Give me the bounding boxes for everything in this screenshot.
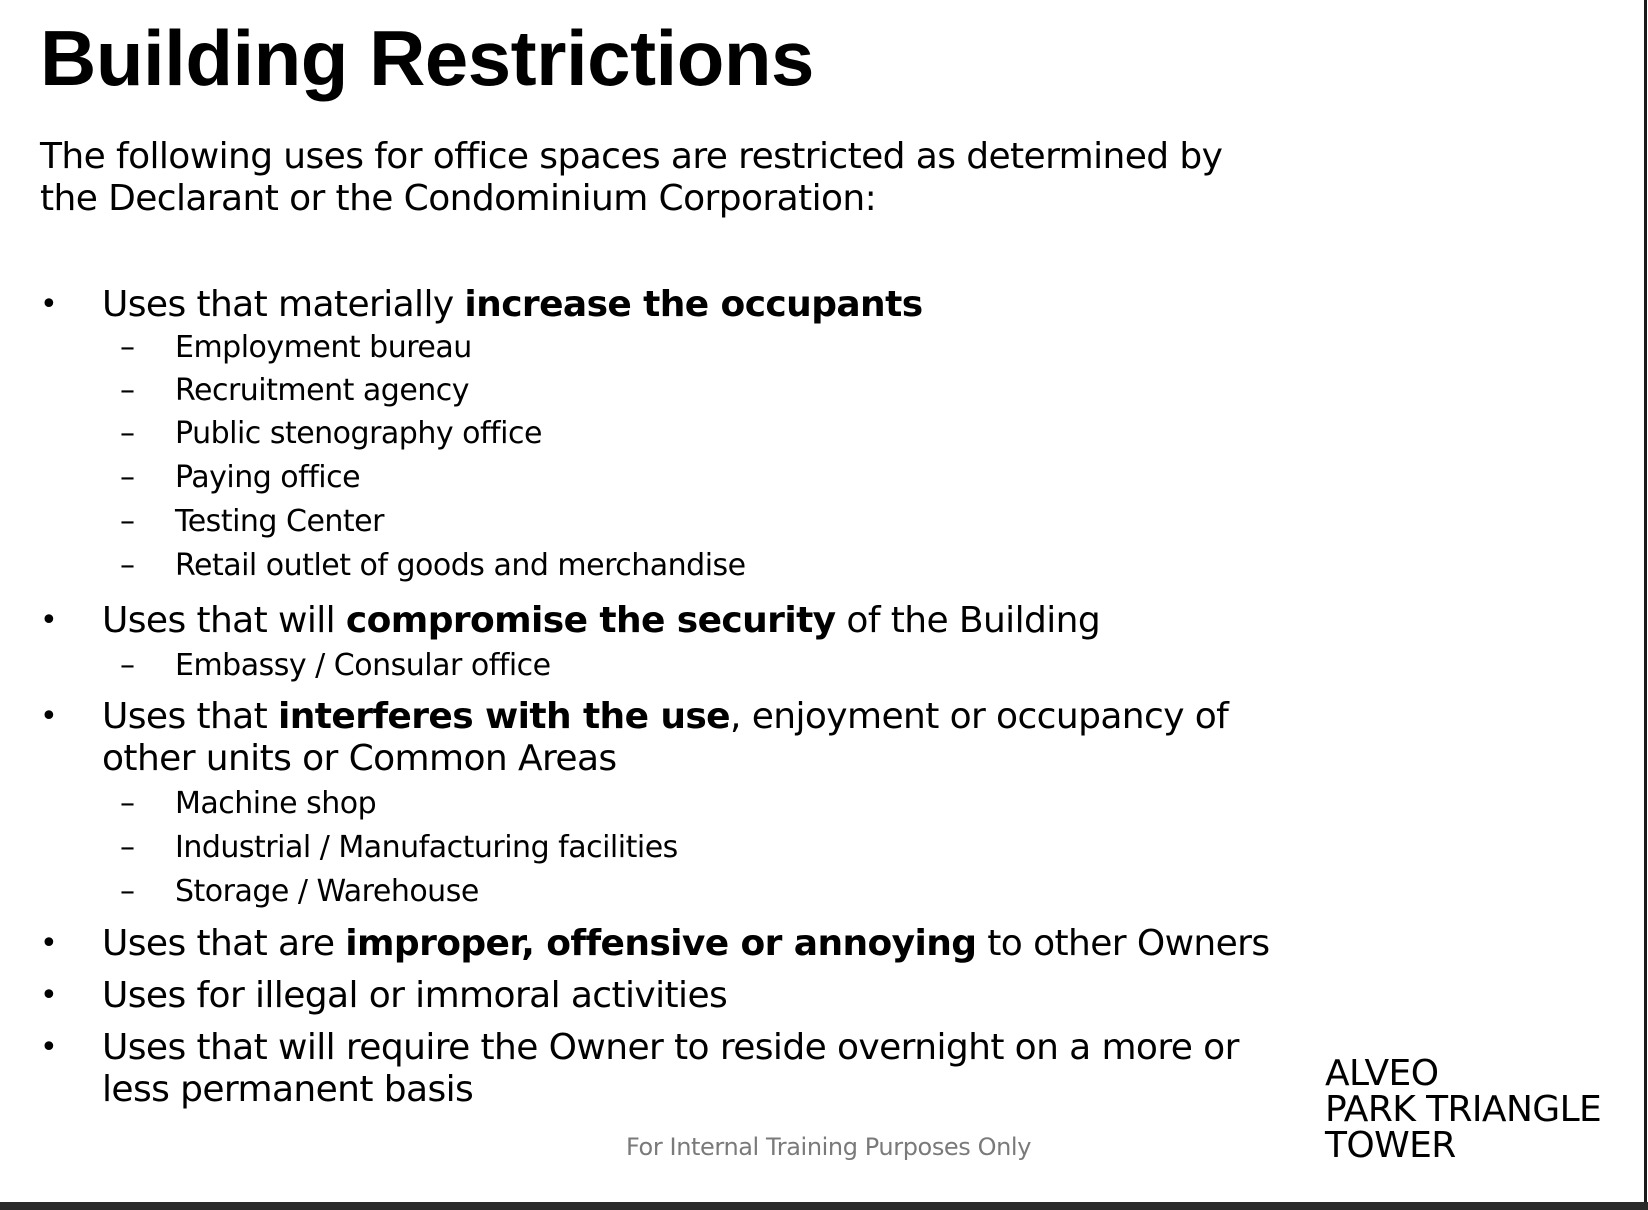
sub-list-item-text: Retail outlet of goods and merchandise	[175, 548, 746, 583]
list-item-text: Uses for illegal or immoral activities	[102, 975, 728, 1016]
list-item-text: Uses that will require the Owner to reside overnight on a more or less permanent basis	[102, 1027, 1239, 1110]
sub-list-item-text: Recruitment agency	[175, 373, 470, 408]
bullet-icon: •	[40, 978, 58, 1013]
bullet-icon: •	[40, 926, 58, 961]
sub-list-item-text: Embassy / Consular office	[175, 648, 551, 683]
dash-icon: –	[120, 373, 135, 408]
bullet-icon: •	[40, 699, 58, 734]
dash-icon: –	[120, 874, 135, 909]
dash-icon: –	[120, 786, 135, 821]
dash-icon: –	[120, 548, 135, 583]
sub-list-item-text: Industrial / Manufacturing facilities	[175, 830, 678, 865]
brand-logo	[1325, 1053, 1602, 1166]
logo-line: TOWER	[1325, 1125, 1456, 1166]
footer-note: For Internal Training Purposes Only	[626, 1133, 1032, 1161]
dash-icon: –	[120, 504, 135, 539]
sub-list-item-text: Employment bureau	[175, 330, 472, 365]
dash-icon: –	[120, 460, 135, 495]
dash-icon: –	[120, 648, 135, 683]
dash-icon: –	[120, 416, 135, 451]
list-item-text: Uses that materially increase the occupants	[102, 284, 923, 325]
sub-list-item-text: Paying office	[175, 460, 361, 495]
sub-list-item-text: Storage / Warehouse	[175, 874, 479, 909]
list-item-text: Uses that are improper, offensive or annoying to other Owners	[102, 923, 1270, 964]
intro-paragraph: The following uses for office spaces are restricted as determined by the Declarant or the Condominium Corporation:	[40, 136, 1223, 219]
dash-icon: –	[120, 830, 135, 865]
slide-bottom-border	[0, 1202, 1648, 1210]
bullet-icon: •	[40, 287, 58, 322]
sub-list-item-text: Machine shop	[175, 786, 377, 821]
logo-line: PARK TRIANGLE	[1325, 1089, 1602, 1130]
dash-icon: –	[120, 330, 135, 365]
list-item-text: Uses that will compromise the security of the Building	[102, 600, 1101, 641]
page-title: Building Restrictions	[40, 14, 814, 102]
list-item-text: Uses that interferes with the use, enjoyment or occupancy of other units or Common Areas	[102, 696, 1229, 779]
sub-list-item-text: Public stenography office	[175, 416, 542, 451]
bullet-icon: •	[40, 1030, 58, 1065]
bullet-icon: •	[40, 603, 58, 638]
sub-list-item-text: Testing Center	[175, 504, 384, 539]
logo-line: ALVEO	[1325, 1053, 1439, 1094]
slide-right-border	[1644, 0, 1647, 1206]
